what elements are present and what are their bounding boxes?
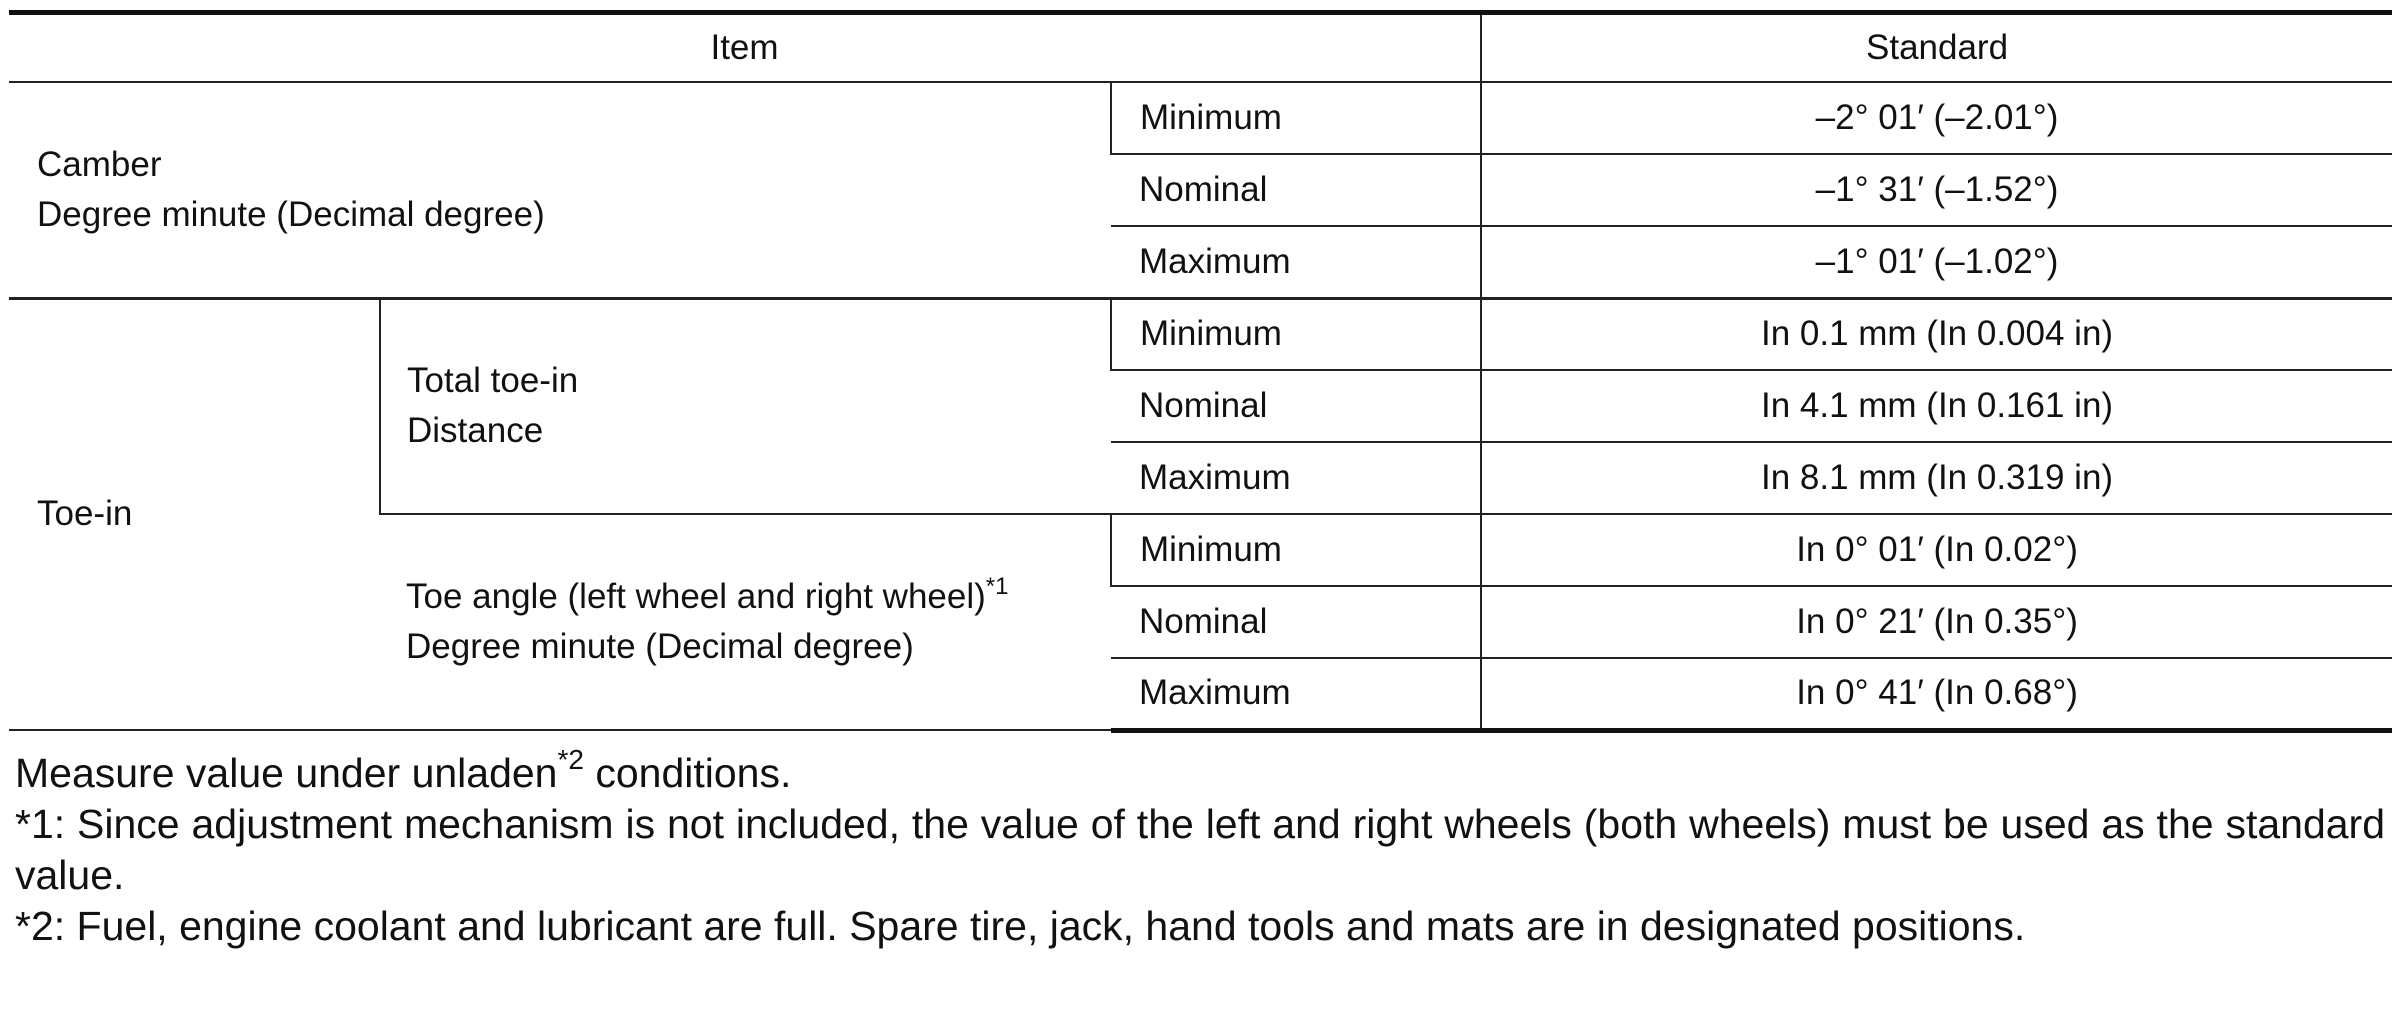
toe-angle-label [380,514,1111,730]
value-cell: In 0° 01′ (In 0.02°) [1481,514,2392,586]
level-cell: Maximum [1111,226,1481,298]
level-cell: Minimum [1111,514,1481,586]
total-toe-in-title: Total toe-in [407,361,579,401]
camber-unit: Degree minute (Decimal degree) [37,194,545,234]
value-cell: In 8.1 mm (In 0.319 in) [1481,442,2392,514]
measure-condition-note [15,744,2385,799]
value-cell: In 0° 21′ (In 0.35°) [1481,586,2392,658]
level-cell: Minimum [1111,82,1481,154]
footnote-ref-2: *2 [557,744,584,775]
toe-in-label: Toe-in [9,298,380,730]
value-cell: In 0.1 mm (In 0.004 in) [1481,298,2392,370]
measure-condition-text: Measure value under unladen [15,750,558,796]
total-toe-in-unit: Distance [407,411,544,451]
toe-angle-unit: Degree minute (Decimal degree) [406,627,914,666]
item-header: Item [9,13,1481,83]
camber-label [9,82,1111,298]
standard-header: Standard [1481,13,2392,83]
value-cell: In 4.1 mm (In 0.161 in) [1481,370,2392,442]
level-cell: Nominal [1111,154,1481,226]
value-cell: –1° 31′ (–1.52°) [1481,154,2392,226]
level-cell: Nominal [1111,370,1481,442]
total-toe-in-label [380,298,1111,514]
level-cell: Maximum [1111,442,1481,514]
camber-title: Camber [37,144,162,184]
wheel-alignment-spec-table [9,10,2392,733]
toe-angle-title [406,572,1110,622]
level-cell: Maximum [1111,658,1481,730]
value-cell: –1° 01′ (–1.02°) [1481,226,2392,298]
measure-condition-suffix: conditions. [583,750,792,796]
footnote-2: *2: Fuel, engine coolant and lubricant are full. Spare tire, jack, hand tools and mats are in designated positions. [15,903,2026,949]
table-row [9,298,2392,370]
footnote-1: *1: Since adjustment mechanism is not included, the value of the left and right wheels (both wheels) must be used as the standard value. [15,801,2385,898]
table-row [9,82,2392,154]
footnotes [15,744,2385,952]
toe-angle-title-text: Toe angle (left wheel and right wheel) [406,577,986,616]
value-cell: –2° 01′ (–2.01°) [1481,82,2392,154]
footnote-ref-1: *1 [985,573,1009,600]
level-cell: Minimum [1111,298,1481,370]
table-header-row [9,13,2392,83]
value-cell: In 0° 41′ (In 0.68°) [1481,658,2392,730]
level-cell: Nominal [1111,586,1481,658]
